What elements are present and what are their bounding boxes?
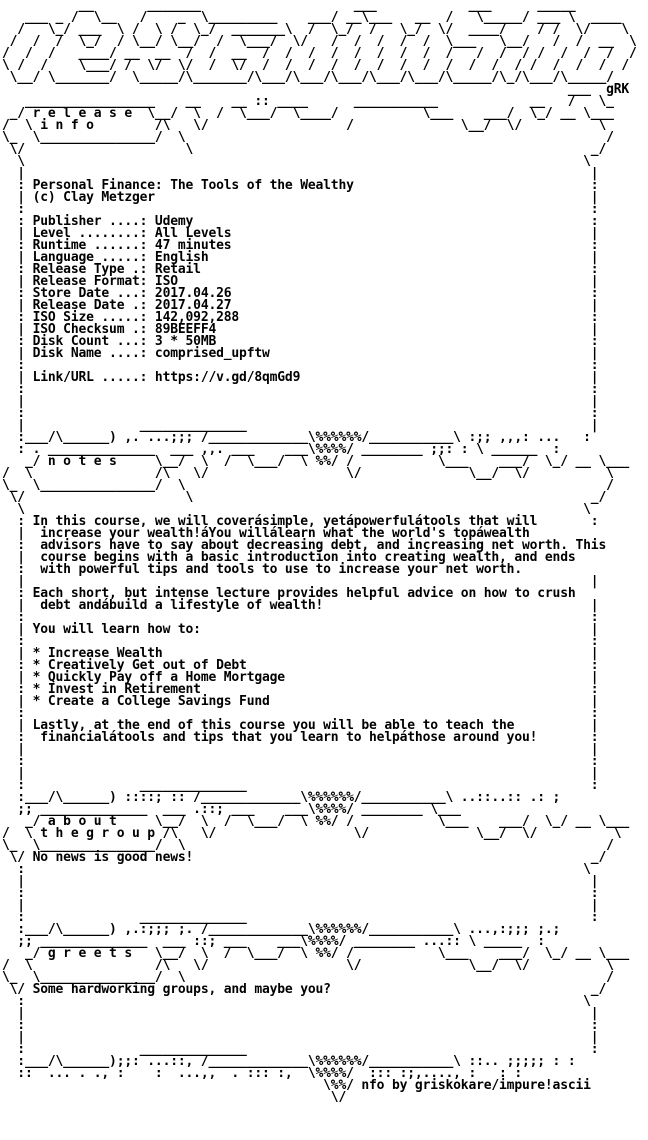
nfo-line: : Release Type .: Retail :: [2, 262, 599, 277]
nfo-line: | debt andábuild a lifestyle of wealth! |: [2, 598, 599, 613]
nfo-line: : :: [2, 754, 599, 769]
nfo-line: _/ a b o u t \__/ \ / \___/ \ %%/ / \___ ___/ \_/ __ \___: [2, 814, 630, 829]
nfo-line: | |: [2, 1006, 599, 1021]
nfo-line: / \ i n f o /\ \/ / \__/ \/ \: [2, 118, 607, 133]
nfo-line: \%%/ nfo by griskokare/impure!ascii: [2, 1078, 591, 1093]
nfo-line: | (c) Clay Metzger |: [2, 190, 599, 205]
nfo-line: \_ \_______________/ \ /: [2, 838, 614, 853]
nfo-line: : :: [2, 358, 599, 373]
nfo-line: : ______________ :: [2, 778, 599, 793]
nfo-line: : financialátools and tips that you learn to helpáthose around you! :: [2, 730, 599, 745]
nfo-line: | ISO Checksum .: 89BEEFF4 |: [2, 322, 599, 337]
nfo-line: \/ Some hardworking groups, and maybe you? _/: [2, 982, 607, 997]
nfo-line: : \: [2, 862, 591, 877]
nfo-line: \__/ \_______/ \_____/\_______/\___/\___/\___/\___/\___/\_____/\_/\___/\_____/: [2, 70, 614, 85]
nfo-line: \/ \ _/: [2, 142, 607, 157]
nfo-line: ___ gRK: [2, 82, 630, 97]
nfo-line: : Store Date ...: 2017.04.26 :: [2, 286, 599, 301]
nfo-line: \ / / \___/ / \/ \/ / \/ / / / / / / / / / / / / / / / / /: [2, 58, 630, 73]
nfo-line: ___ _ / \__ / _ \_________ ___/ __\___ __ / \_____/ ___ \ ____: [2, 10, 622, 25]
nfo-line: : with powerful tips and tools to use to increase your net worth.: [2, 562, 522, 577]
nfo-line: \_ \_______________/ \ /: [2, 478, 614, 493]
nfo-line: : :: [2, 610, 599, 625]
nfo-line: | |: [2, 898, 599, 913]
nfo-line: | Disk Name ....: comprised_upftw |: [2, 346, 599, 361]
nfo-line: | |: [2, 1030, 599, 1045]
nfo-line: | |: [2, 874, 599, 889]
nfo-line: : . ______________ ___ ,,. ___ ___\%%%%/ ________ ;;: : \ ______ :: [2, 442, 561, 457]
nfo-line: | increase your wealth!áYou willálearn what the world's topáwealth: [2, 526, 530, 541]
nfo-line: | Language .....: English |: [2, 250, 599, 265]
nfo-line: / \_/ ___ \ / \ / \_/ _______\ / \_/ / \_/ \/ ____/ / / \/ \: [2, 22, 630, 37]
nfo-line: | |: [2, 742, 599, 757]
nfo-line: :___/\______);;: ...::, /_____________\%%%%%%/___________\ ::.. ;;;;; : :: [2, 1054, 576, 1069]
nfo-line: : Runtime ......: 47 minutes :: [2, 238, 599, 253]
nfo-line: \/: [2, 1090, 347, 1105]
nfo-line: | Release Format: ISO |: [2, 274, 599, 289]
nfo-line: _/ r e l e a s e \__/ \ / \___/ \____/ \___ ___/ \_/ __ \___: [2, 106, 614, 121]
nfo-line: / \ /\ \/ \/ \__/ \/ \: [2, 958, 614, 973]
nfo-line: : * Creatively Get out of Debt :: [2, 658, 599, 673]
nfo-line: :___/\______) ,. ...;;; /_____________\%%%%%%/___________\ :;; ,,,: ... :: [2, 430, 591, 445]
nfo-line: : advisors have to say about decreasing debt, and increasing net worth. This: [2, 538, 607, 553]
nfo-line: \ \: [2, 502, 591, 517]
nfo-line: ;; ______________ ___ .::; ___ ___\%%%%/ ________ \___: [2, 802, 461, 817]
nfo-line: / \ /\ \/ \/ \__/ \/ \: [2, 466, 614, 481]
nfo-line: : \: [2, 994, 591, 1009]
nfo-line: :___/\______) ,.:;;; ;. /_____________\%%%%%%/___________\ ...,:;;; ;.;: [2, 922, 561, 937]
nfo-line: \/ No news is good news! _/: [2, 850, 607, 865]
nfo-line: | ______________ |: [2, 418, 599, 433]
nfo-line: : Personal Finance: The Tools of the Wealthy :: [2, 178, 599, 193]
nfo-line: | Level ........: All Levels |: [2, 226, 599, 241]
nfo-line: : * Invest in Retirement :: [2, 682, 599, 697]
nfo-line: : :: [2, 634, 599, 649]
nfo-line: _/ n o t e s \__/ \ / \___/ \ %%/ / \___ ___/ \_/ __ \___: [2, 454, 630, 469]
nfo-line: | |: [2, 166, 599, 181]
nfo-line: : Disk Count ...: 3 * 50MB :: [2, 334, 599, 349]
nfo-line: : ______________ :: [2, 1042, 599, 1057]
nfo-line: : :: [2, 886, 599, 901]
nfo-line: :: ... . ., : : ...,, . ::: :, \%%%%/ ::: :;,...., : : :: [2, 1066, 522, 1081]
nfo-line: | Lastly, at the end of this course you will be able to teach the |: [2, 718, 599, 733]
nfo-line: __ _______ ___ ___ _____: [2, 0, 576, 13]
nfo-line: | |: [2, 766, 599, 781]
nfo-line: / / / ____/ __ __ / / __ / / / / / / / / / / / / / / / / /: [2, 46, 637, 61]
nfo-line: : :: [2, 1018, 599, 1033]
nfo-line: ;; ______________ ___ ::; ___ ___\%%%%/ ________ ...:: \ _____ :: [2, 934, 545, 949]
nfo-line: | Link/URL .....: https://v.gd/8qmGd9 |: [2, 370, 599, 385]
nfo-line: | |: [2, 574, 599, 589]
nfo-line: : Each short, but intense lecture provides helpful advice on how to crush: [2, 586, 576, 601]
nfo-line: _/ g r e e t s \__/ \ / \___/ \ %%/ / \___ ___/ \_/ __ \___: [2, 946, 630, 961]
nfo-line: | * Increase Wealth |: [2, 646, 599, 661]
nfo-line: | * Create a College Savings Fund |: [2, 694, 599, 709]
nfo-line: \ \: [2, 154, 591, 169]
nfo-line: \_ \_______________/ \ /: [2, 130, 614, 145]
nfo-line: : :: [2, 706, 599, 721]
nfo-line: : ISO Size .....: 142,092,288 :: [2, 310, 599, 325]
nfo-line: : ______________ :: [2, 910, 599, 925]
nfo-line: | |: [2, 394, 599, 409]
nfo-line: / \ t h e g r o u p /\ \/ \/ \__/ \/ \: [2, 826, 622, 841]
nfo-line: \_ \_______________/ \ /: [2, 970, 614, 985]
nfo-line: | course begins with a basic introduction into creating wealth, and ends: [2, 550, 576, 565]
nfo-line: | Release Date .: 2017.04.27 |: [2, 298, 599, 313]
nfo-line: :___/\______) ::::; :: /_____________\%%%%%%/___________\ ..::..:: .: ;: [2, 790, 561, 805]
nfo-line: \/ \ _/: [2, 490, 607, 505]
nfo-line: : In this course, we will coverásimple, yetápowerfulátools that will :: [2, 514, 599, 529]
nfo-line: | * Quickly Pay off a Home Mortgage |: [2, 670, 599, 685]
nfo-line: : :: [2, 382, 599, 397]
nfo-line: : Publisher ....: Udemy :: [2, 214, 599, 229]
nfo-line: _________________ __ __ :: ____ ___________ __ / \_: [2, 94, 614, 109]
nfo-line: | You will learn how to: |: [2, 622, 599, 637]
nfo-document: [2, 0, 637, 1104]
nfo-line: : :: [2, 406, 599, 421]
nfo-line: : :: [2, 202, 599, 217]
nfo-line: / / / \_/ / \__/ \__/ / \___/ \/ / / / / / \___ \__/ / / __ \: [2, 34, 637, 49]
